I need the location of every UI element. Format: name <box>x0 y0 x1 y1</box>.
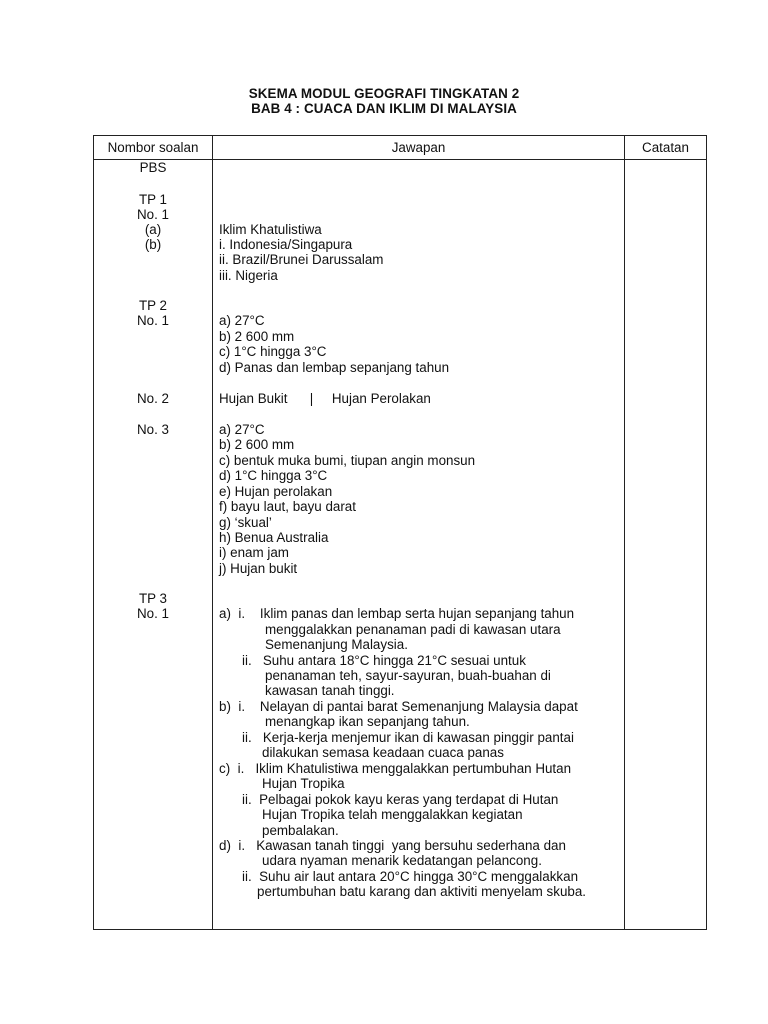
answer-line: pembalakan. <box>262 823 339 838</box>
answer-line: menggalakkan penanaman padi di kawasan utara <box>265 622 561 637</box>
answer-line: c) i. Iklim Khatulistiwa menggalakkan pertumbuhan Hutan <box>219 761 572 776</box>
answer-line: a) i. Iklim panas dan lembap serta hujan sepanjang tahun <box>219 606 575 621</box>
question-label: No. 1 <box>136 606 169 621</box>
answer-line: udara nyaman menarik kedatangan pelancong. <box>262 853 542 868</box>
question-label: No. 2 <box>136 391 169 406</box>
question-label: TP 1 <box>138 192 168 207</box>
answer-line: b) 2 600 mm <box>219 437 295 452</box>
header-nombor-soalan: Nombor soalan <box>107 140 199 155</box>
answer-line: ii. Suhu air laut antara 20°C hingga 30°C menggalakkan <box>242 869 579 884</box>
answer-line: dilakukan semasa keadaan cuaca panas <box>262 745 504 760</box>
answer-line: ii. Kerja-kerja menjemur ikan di kawasan pinggir pantai <box>242 730 574 745</box>
answer-line: j) Hujan bukit <box>219 561 298 576</box>
answer-line: ii. Brazil/Brunei Darussalam <box>219 252 384 267</box>
answer-line: pertumbuhan batu karang dan aktiviti menyelam skuba. <box>257 884 587 899</box>
document-title: SKEMA MODUL GEOGRAFI TINGKATAN 2 <box>248 86 520 101</box>
question-label: (b) <box>144 237 162 252</box>
answer-line: a) 27°C <box>219 422 265 437</box>
answer-line: kawasan tanah tinggi. <box>265 683 395 698</box>
answer-line: Hujan Tropika telah menggalakkan kegiatan <box>262 807 523 822</box>
answer-line: Hujan Bukit | Hujan Perolakan <box>219 391 431 406</box>
column-divider <box>212 136 213 929</box>
answer-line: i) enam jam <box>219 545 289 560</box>
answer-line: i. Indonesia/Singapura <box>219 237 353 252</box>
header-catatan: Catatan <box>642 140 689 155</box>
answer-line: d) 1°C hingga 3°C <box>219 468 328 483</box>
question-label: No. 1 <box>136 313 169 328</box>
answer-line: Semenanjung Malaysia. <box>265 637 408 652</box>
answer-line: penanaman teh, sayur-sayuran, buah-buahan di <box>265 668 551 683</box>
header-jawapan: Jawapan <box>391 140 446 155</box>
answer-line: d) i. Kawasan tanah tinggi yang bersuhu sederhana dan <box>219 838 566 853</box>
answer-line: menangkap ikan sepanjang tahun. <box>265 714 470 729</box>
question-label: No. 3 <box>136 422 169 437</box>
column-divider <box>624 136 625 929</box>
answer-line: b) 2 600 mm <box>219 329 295 344</box>
answer-table <box>93 135 707 930</box>
question-label: No. 1 <box>136 207 169 222</box>
answer-line: ii. Suhu antara 18°C hingga 21°C sesuai untuk <box>242 653 526 668</box>
answer-line: iii. Nigeria <box>219 268 278 283</box>
answer-line: e) Hujan perolakan <box>219 484 333 499</box>
answer-line: g) ‘skual’ <box>219 515 272 530</box>
answer-line: c) bentuk muka bumi, tiupan angin monsun <box>219 453 476 468</box>
answer-line: d) Panas dan lembap sepanjang tahun <box>219 360 450 375</box>
question-label: TP 2 <box>138 298 168 313</box>
answer-line: b) i. Nelayan di pantai barat Semenanjung Malaysia dapat <box>219 699 578 714</box>
question-label: (a) <box>144 222 162 237</box>
document-subtitle: BAB 4 : CUACA DAN IKLIM DI MALAYSIA <box>251 101 517 116</box>
answer-line: c) 1°C hingga 3°C <box>219 344 327 359</box>
answer-line: f) bayu laut, bayu darat <box>219 499 356 514</box>
question-label: PBS <box>139 160 167 175</box>
answer-line: h) Benua Australia <box>219 530 329 545</box>
answer-line: a) 27°C <box>219 313 265 328</box>
answer-line: ii. Pelbagai pokok kayu keras yang terdapat di Hutan <box>242 792 559 807</box>
question-label: TP 3 <box>138 591 168 606</box>
answer-line: Iklim Khatulistiwa <box>219 222 322 237</box>
answer-line: Hujan Tropika <box>262 776 345 791</box>
